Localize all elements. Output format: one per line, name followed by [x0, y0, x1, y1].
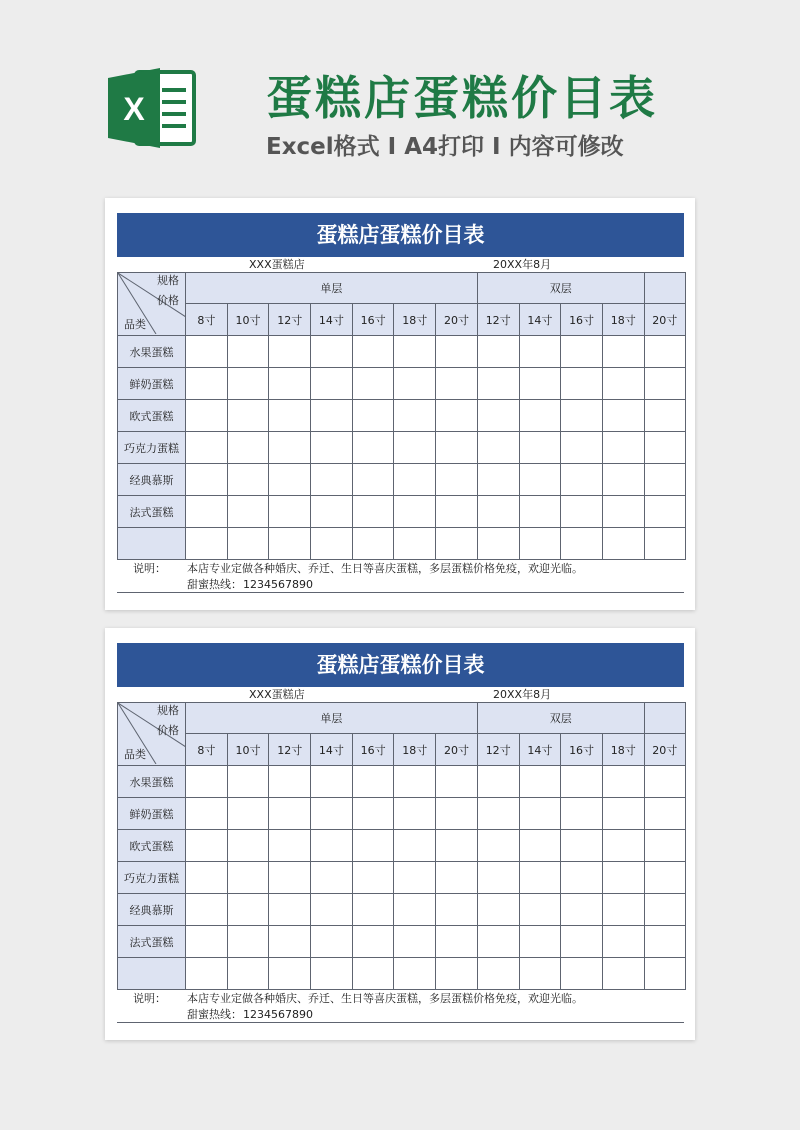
table-row: [118, 336, 686, 368]
price-cell[interactable]: [227, 368, 269, 400]
size-single-header: 16寸: [352, 734, 394, 766]
price-cell[interactable]: [644, 400, 685, 432]
price-cell[interactable]: [561, 926, 603, 958]
table-row: [118, 400, 686, 432]
price-cell[interactable]: [352, 528, 394, 560]
price-cell[interactable]: [227, 496, 269, 528]
price-cell[interactable]: [477, 336, 519, 368]
price-cell[interactable]: [227, 798, 269, 830]
price-cell[interactable]: [352, 926, 394, 958]
price-cell[interactable]: [186, 894, 228, 926]
corner-label-spec: 规格: [157, 704, 179, 717]
table-row: [118, 926, 686, 958]
price-cell[interactable]: [477, 766, 519, 798]
price-cell[interactable]: [269, 894, 311, 926]
price-cell[interactable]: [519, 464, 561, 496]
price-cell[interactable]: [186, 528, 228, 560]
hotline-label: 甜蜜热线：: [187, 1008, 242, 1021]
price-cell[interactable]: [436, 336, 478, 368]
price-cell[interactable]: [477, 798, 519, 830]
excel-logo-icon: [104, 58, 200, 154]
price-cell[interactable]: [394, 496, 436, 528]
price-cell[interactable]: [352, 496, 394, 528]
size-double-header: 16寸: [561, 734, 603, 766]
price-cell[interactable]: [186, 496, 228, 528]
price-cell[interactable]: [519, 958, 561, 990]
table-row: [118, 766, 686, 798]
price-cell[interactable]: [477, 496, 519, 528]
category-cell: 欧式蛋糕: [118, 400, 186, 432]
category-cell: 巧克力蛋糕: [118, 862, 186, 894]
price-cell[interactable]: [561, 798, 603, 830]
price-cell[interactable]: [352, 432, 394, 464]
price-cell[interactable]: [227, 400, 269, 432]
size-single-header: 14寸: [311, 734, 353, 766]
price-cell[interactable]: [519, 528, 561, 560]
price-cell[interactable]: [602, 400, 644, 432]
category-cell: [118, 958, 186, 990]
group-single-header: 单层: [186, 703, 478, 734]
price-cell[interactable]: [311, 798, 353, 830]
logo-letter: X: [123, 91, 145, 127]
category-cell: [118, 528, 186, 560]
price-cell[interactable]: [269, 798, 311, 830]
note-text: 本店专业定做各种婚庆、乔迁、生日等喜庆蛋糕，多层蛋糕价格免疫，欢迎光临。: [187, 992, 583, 1005]
table-row: [118, 464, 686, 496]
shop-name: XXX蛋糕店: [249, 258, 305, 271]
price-cell[interactable]: [311, 336, 353, 368]
size-single-header: 8寸: [186, 734, 228, 766]
price-cell[interactable]: [644, 336, 685, 368]
price-cell[interactable]: [561, 862, 603, 894]
price-cell[interactable]: [269, 862, 311, 894]
price-cell[interactable]: [602, 926, 644, 958]
price-cell[interactable]: [602, 958, 644, 990]
price-cell[interactable]: [561, 432, 603, 464]
price-cell[interactable]: [227, 336, 269, 368]
price-cell[interactable]: [394, 528, 436, 560]
sheet-title-bar: 蛋糕店蛋糕价目表: [117, 643, 684, 687]
hotline-number: 1234567890: [243, 578, 313, 591]
price-cell[interactable]: [436, 496, 478, 528]
price-cell[interactable]: [519, 862, 561, 894]
price-cell[interactable]: [311, 432, 353, 464]
price-cell[interactable]: [519, 336, 561, 368]
sheet-title-bar: 蛋糕店蛋糕价目表: [117, 213, 684, 257]
info-row: [117, 687, 684, 702]
size-single-header: 16寸: [352, 304, 394, 336]
size-double-header: 14寸: [519, 304, 561, 336]
price-cell[interactable]: [352, 766, 394, 798]
size-double-header: 18寸: [602, 734, 644, 766]
price-cell[interactable]: [269, 496, 311, 528]
price-cell[interactable]: [519, 432, 561, 464]
price-cell[interactable]: [644, 894, 685, 926]
corner-label-category: 品类: [124, 318, 146, 331]
size-single-header: 18寸: [394, 304, 436, 336]
category-cell: 水果蛋糕: [118, 336, 186, 368]
category-cell: 鲜奶蛋糕: [118, 798, 186, 830]
price-cell[interactable]: [352, 368, 394, 400]
price-cell[interactable]: [602, 830, 644, 862]
group-double-header: 双层: [477, 703, 644, 734]
price-cell[interactable]: [269, 432, 311, 464]
price-cell[interactable]: [227, 464, 269, 496]
sheet-block: [117, 643, 684, 1023]
price-table: [117, 272, 686, 560]
price-cell[interactable]: [352, 862, 394, 894]
price-cell[interactable]: [352, 894, 394, 926]
price-cell[interactable]: [186, 464, 228, 496]
size-double-header: 20寸: [644, 734, 685, 766]
table-row: [118, 432, 686, 464]
price-cell[interactable]: [227, 432, 269, 464]
price-cell[interactable]: [352, 400, 394, 432]
price-cell[interactable]: [186, 400, 228, 432]
price-cell[interactable]: [644, 926, 685, 958]
price-cell[interactable]: [561, 766, 603, 798]
size-single-header: 8寸: [186, 304, 228, 336]
price-cell[interactable]: [352, 798, 394, 830]
price-cell[interactable]: [311, 528, 353, 560]
note-label: 说明：: [133, 992, 166, 1005]
price-cell[interactable]: [186, 432, 228, 464]
price-cell[interactable]: [477, 432, 519, 464]
price-table: [117, 702, 686, 990]
shop-name: XXX蛋糕店: [249, 688, 305, 701]
price-cell[interactable]: [227, 958, 269, 990]
price-cell[interactable]: [311, 766, 353, 798]
price-cell[interactable]: [644, 496, 685, 528]
table-row: [118, 528, 686, 560]
price-cell[interactable]: [311, 496, 353, 528]
table-row: [118, 830, 686, 862]
price-cell[interactable]: [186, 926, 228, 958]
price-cell[interactable]: [519, 368, 561, 400]
price-cell[interactable]: [352, 830, 394, 862]
category-cell: 巧克力蛋糕: [118, 432, 186, 464]
price-cell[interactable]: [436, 766, 478, 798]
notes-area: [117, 990, 684, 1023]
price-cell[interactable]: [561, 400, 603, 432]
corner-cell: [118, 273, 186, 336]
header-row-1: [118, 703, 686, 734]
size-double-header: 18寸: [602, 304, 644, 336]
note-text: 本店专业定做各种婚庆、乔迁、生日等喜庆蛋糕，多层蛋糕价格免疫，欢迎光临。: [187, 562, 583, 575]
price-cell[interactable]: [269, 830, 311, 862]
price-cell[interactable]: [186, 958, 228, 990]
size-single-header: 20寸: [436, 304, 478, 336]
note-label: 说明：: [133, 562, 166, 575]
price-cell[interactable]: [436, 862, 478, 894]
corner-label-category: 品类: [124, 748, 146, 761]
header-row-1: [118, 273, 686, 304]
price-cell[interactable]: [269, 766, 311, 798]
price-cell[interactable]: [436, 368, 478, 400]
price-cell[interactable]: [602, 496, 644, 528]
price-cell[interactable]: [602, 432, 644, 464]
price-cell[interactable]: [477, 400, 519, 432]
price-cell[interactable]: [269, 464, 311, 496]
corner-cell: [118, 703, 186, 766]
price-cell[interactable]: [394, 766, 436, 798]
price-cell[interactable]: [394, 926, 436, 958]
price-cell[interactable]: [602, 766, 644, 798]
size-single-header: 20寸: [436, 734, 478, 766]
price-cell[interactable]: [269, 368, 311, 400]
price-sheet-1: [105, 198, 695, 610]
price-cell[interactable]: [352, 336, 394, 368]
date-label: 20XX年8月: [493, 258, 552, 271]
price-cell[interactable]: [644, 958, 685, 990]
price-cell[interactable]: [561, 368, 603, 400]
table-row: [118, 862, 686, 894]
price-cell[interactable]: [269, 336, 311, 368]
price-cell[interactable]: [394, 432, 436, 464]
size-single-header: 10寸: [227, 304, 269, 336]
price-cell[interactable]: [602, 862, 644, 894]
price-cell[interactable]: [644, 464, 685, 496]
price-cell[interactable]: [561, 958, 603, 990]
size-double-header: 20寸: [644, 304, 685, 336]
info-row: [117, 257, 684, 272]
price-cell[interactable]: [561, 894, 603, 926]
notes-area: [117, 560, 684, 593]
page-title: 蛋糕店蛋糕价目表: [266, 71, 658, 125]
category-cell: 水果蛋糕: [118, 766, 186, 798]
price-sheet-2: [105, 628, 695, 1040]
table-row: [118, 798, 686, 830]
price-cell[interactable]: [519, 798, 561, 830]
price-cell[interactable]: [477, 830, 519, 862]
price-cell[interactable]: [186, 830, 228, 862]
price-cell[interactable]: [602, 368, 644, 400]
price-cell[interactable]: [269, 958, 311, 990]
table-row: [118, 496, 686, 528]
price-cell[interactable]: [561, 496, 603, 528]
group-empty-cell: [644, 703, 685, 734]
price-cell[interactable]: [602, 336, 644, 368]
category-cell: 经典慕斯: [118, 464, 186, 496]
price-cell[interactable]: [519, 830, 561, 862]
price-cell[interactable]: [519, 926, 561, 958]
price-cell[interactable]: [186, 798, 228, 830]
table-row: [118, 894, 686, 926]
price-cell[interactable]: [227, 766, 269, 798]
price-cell[interactable]: [227, 926, 269, 958]
price-cell[interactable]: [602, 798, 644, 830]
price-cell[interactable]: [561, 336, 603, 368]
price-cell[interactable]: [352, 464, 394, 496]
price-cell[interactable]: [227, 862, 269, 894]
price-cell[interactable]: [394, 798, 436, 830]
price-cell[interactable]: [186, 862, 228, 894]
hotline-label: 甜蜜热线：: [187, 578, 242, 591]
price-cell[interactable]: [519, 496, 561, 528]
header-row-2: [118, 304, 686, 336]
price-cell[interactable]: [352, 958, 394, 990]
price-cell[interactable]: [311, 958, 353, 990]
price-cell[interactable]: [227, 528, 269, 560]
price-cell[interactable]: [394, 400, 436, 432]
size-single-header: 12寸: [269, 734, 311, 766]
price-cell[interactable]: [394, 368, 436, 400]
price-cell[interactable]: [394, 862, 436, 894]
price-cell[interactable]: [311, 830, 353, 862]
price-cell[interactable]: [436, 400, 478, 432]
price-cell[interactable]: [436, 958, 478, 990]
price-cell[interactable]: [436, 432, 478, 464]
size-double-header: 12寸: [477, 734, 519, 766]
group-empty-cell: [644, 273, 685, 304]
price-cell[interactable]: [311, 464, 353, 496]
size-single-header: 12寸: [269, 304, 311, 336]
page-subtitle: Excel格式 I A4打印 I 内容可修改: [266, 134, 624, 160]
price-cell[interactable]: [269, 400, 311, 432]
price-cell[interactable]: [311, 894, 353, 926]
price-cell[interactable]: [311, 368, 353, 400]
price-cell[interactable]: [436, 926, 478, 958]
price-cell[interactable]: [644, 798, 685, 830]
price-cell[interactable]: [394, 830, 436, 862]
table-row: [118, 958, 686, 990]
size-double-header: 16寸: [561, 304, 603, 336]
date-label: 20XX年8月: [493, 688, 552, 701]
price-cell[interactable]: [644, 432, 685, 464]
corner-label-spec: 规格: [157, 274, 179, 287]
header-row-2: [118, 734, 686, 766]
price-cell[interactable]: [186, 766, 228, 798]
price-cell[interactable]: [269, 926, 311, 958]
price-cell[interactable]: [436, 798, 478, 830]
price-cell[interactable]: [644, 830, 685, 862]
price-cell[interactable]: [519, 894, 561, 926]
price-cell[interactable]: [561, 528, 603, 560]
group-single-header: 单层: [186, 273, 478, 304]
price-cell[interactable]: [394, 958, 436, 990]
size-double-header: 12寸: [477, 304, 519, 336]
price-cell[interactable]: [602, 528, 644, 560]
price-cell[interactable]: [602, 894, 644, 926]
price-cell[interactable]: [311, 926, 353, 958]
price-cell[interactable]: [436, 464, 478, 496]
price-cell[interactable]: [311, 862, 353, 894]
price-cell[interactable]: [602, 464, 644, 496]
price-cell[interactable]: [644, 766, 685, 798]
price-cell[interactable]: [477, 528, 519, 560]
category-cell: 法式蛋糕: [118, 926, 186, 958]
size-single-header: 10寸: [227, 734, 269, 766]
corner-label-price: 价格: [157, 294, 179, 307]
price-cell[interactable]: [561, 830, 603, 862]
group-double-header: 双层: [477, 273, 644, 304]
price-cell[interactable]: [394, 464, 436, 496]
price-cell[interactable]: [436, 830, 478, 862]
size-single-header: 14寸: [311, 304, 353, 336]
price-cell[interactable]: [644, 368, 685, 400]
price-cell[interactable]: [519, 766, 561, 798]
price-cell[interactable]: [477, 464, 519, 496]
price-cell[interactable]: [477, 368, 519, 400]
hotline-number: 1234567890: [243, 1008, 313, 1021]
price-cell[interactable]: [269, 528, 311, 560]
price-cell[interactable]: [477, 862, 519, 894]
price-cell[interactable]: [561, 464, 603, 496]
category-cell: 法式蛋糕: [118, 496, 186, 528]
price-cell[interactable]: [311, 400, 353, 432]
price-cell[interactable]: [186, 336, 228, 368]
price-cell[interactable]: [227, 894, 269, 926]
price-cell[interactable]: [644, 528, 685, 560]
price-cell[interactable]: [186, 368, 228, 400]
price-cell[interactable]: [519, 400, 561, 432]
price-cell[interactable]: [394, 336, 436, 368]
table-row: [118, 368, 686, 400]
size-single-header: 18寸: [394, 734, 436, 766]
category-cell: 鲜奶蛋糕: [118, 368, 186, 400]
price-cell[interactable]: [227, 830, 269, 862]
size-double-header: 14寸: [519, 734, 561, 766]
price-cell[interactable]: [394, 894, 436, 926]
price-cell[interactable]: [644, 862, 685, 894]
corner-label-price: 价格: [157, 724, 179, 737]
price-cell[interactable]: [477, 894, 519, 926]
price-cell[interactable]: [477, 958, 519, 990]
category-cell: 欧式蛋糕: [118, 830, 186, 862]
price-cell[interactable]: [436, 528, 478, 560]
price-cell[interactable]: [477, 926, 519, 958]
sheet-block: [117, 213, 684, 593]
price-cell[interactable]: [436, 894, 478, 926]
category-cell: 经典慕斯: [118, 894, 186, 926]
